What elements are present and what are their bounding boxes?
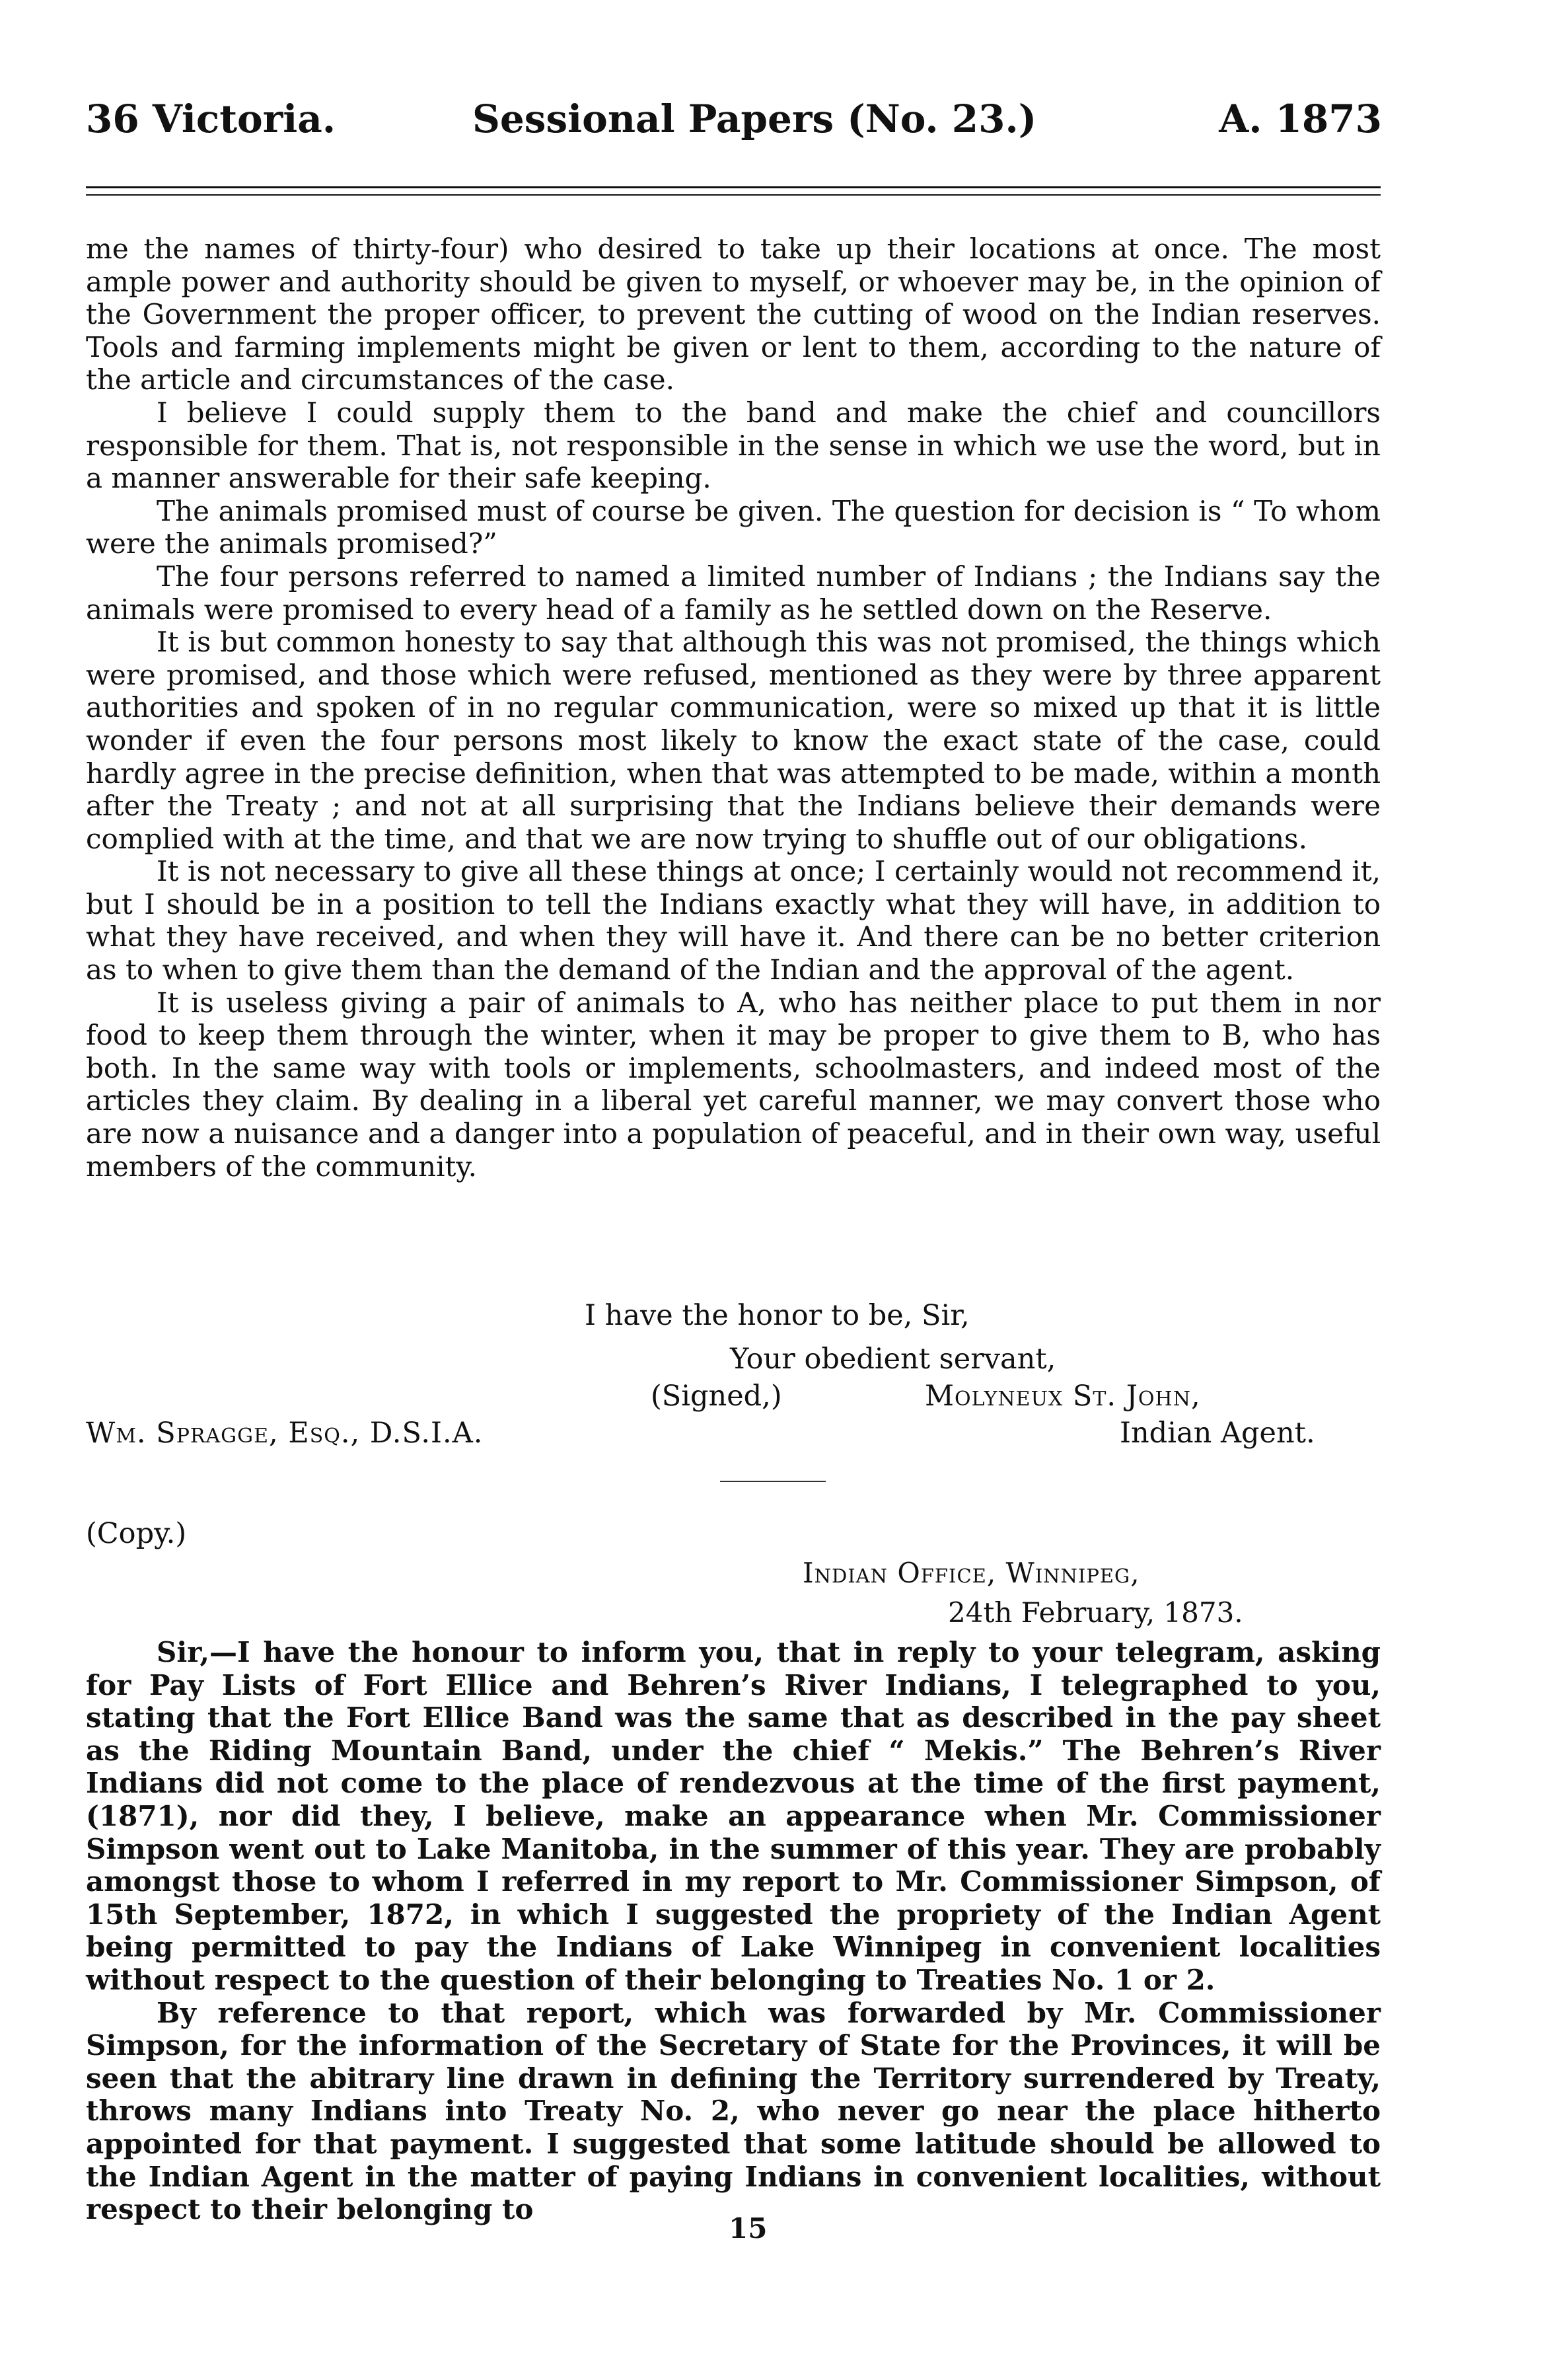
letter1-paragraph: The four persons referred to named a limited number of Indians ; the Indians say the animals were promised to every head of a family as he settled down on the Reserve. xyxy=(86,560,1381,626)
office-address: Indian Office, Winnipeg, xyxy=(803,1557,1140,1589)
signed-label: (Signed,) xyxy=(651,1380,782,1413)
letter1-paragraph: It is useless giving a pair of animals to A, who has neither place to put them in nor food to keep them through the winter, when it may be proper to give them to B, who has both. In the same way with tools or implements, schoolmasters, and indeed most of the articles they claim. By dealing in a liberal yet careful manner, we may convert those who are now a nuisance and a danger into a population of peaceful, and in their own way, useful members of the community. xyxy=(86,986,1381,1183)
letter2-paragraph: By reference to that report, which was forwarded by Mr. Commissioner Simpson, for the information of the Secretary of State for the Provinces, it will be seen that the abitrary line drawn in defining the Territory surrendered by Treaty, throws many Indians into Treaty No. 2, who never go near the place hitherto appointed for that payment. I suggested that some latitude should be allowed to the Indian Agent in the matter of paying Indians in convenient localities, without respect to their belonging to xyxy=(86,1996,1381,2226)
header-volume: 36 Victoria. xyxy=(86,96,336,141)
page-number: 15 xyxy=(729,2212,768,2245)
header-year: A. 1873 xyxy=(1219,96,1382,141)
letter1-paragraph: I believe I could supply them to the band and make the chief and councillors responsible for them. That is, not responsible in the sense in which we use the word, but in a manner answerable for their safe keeping. xyxy=(86,396,1381,495)
signer-title: Indian Agent. xyxy=(1120,1417,1315,1450)
closing-servant: Your obedient servant, xyxy=(730,1343,1056,1376)
letter1-paragraph: The animals promised must of course be given. The question for decision is “ To whom were the animals promised?” xyxy=(86,494,1381,560)
closing-line: I have the honor to be, Sir, xyxy=(585,1299,970,1332)
header-rule-top xyxy=(86,186,1381,188)
signer-name: Molyneux St. John, xyxy=(925,1380,1201,1413)
letter1-paragraph: me the names of thirty-four) who desired to take up their locations at once. The most ample power and authority should be given to myself, or whoever may be, in the opinion of the Government the proper officer, to prevent the cutting of wood on the Indian reserves. Tools and farming implements might be given or lent to them, according to the nature of the article and circumstances of the case. xyxy=(86,233,1381,396)
header-title: Sessional Papers (No. 23.) xyxy=(472,96,1037,141)
letter-date: 24th February, 1873. xyxy=(948,1596,1243,1629)
header-rule-bottom xyxy=(86,194,1381,196)
letter1-paragraph: It is not necessary to give all these things at once; I certainly would not recommend it, but I should be in a position to tell the Indians exactly what they will have, in addition to what they have received, and when they will have it. And there can be no better criterion as to when to give them than the demand of the Indian and the approval of the agent. xyxy=(86,855,1381,986)
letter2-paragraph: Sir,—I have the honour to inform you, that in reply to your telegram, asking for Pay Lists of Fort Ellice and Behren’s River Indians, I telegraphed to you, stating that the Fort Ellice Band was the same that as described in the pay sheet as the Riding Mountain Band, under the chief “ Mekis.” The Behren’s River Indians did not come to the place of rendezvous at the time of the first payment, (1871), nor did they, I believe, make an appearance when Mr. Commissioner Simpson went out to Lake Manitoba, in the summer of this year. They are probably amongst those to whom I referred in my report to Mr. Commissioner Simpson, of 15th September, 1872, in which I suggested the propriety of the Indian Agent being permitted to pay the Indians of Lake Winnipeg in convenient localities without respect to the question of their belonging to Treaties No. 1 or 2. xyxy=(86,1636,1381,1996)
letter1-body xyxy=(86,233,1381,1183)
copy-label: (Copy.) xyxy=(86,1517,187,1550)
addressee: Wm. Spragge, Esq., D.S.I.A. xyxy=(86,1417,484,1450)
section-separator xyxy=(720,1481,826,1482)
letter2-body xyxy=(86,1636,1381,2226)
letter1-paragraph: It is but common honesty to say that although this was not promised, the things which were promised, and those which were refused, mentioned as they were by three apparent authorities and spoken of in no regular communication, were so mixed up that it is little wonder if even the four persons most likely to know the exact state of the case, could hardly agree in the precise definition, when that was attempted to be made, within a month after the Treaty ; and not at all surprising that the Indians believe their demands were complied with at the time, and that we are now trying to shuffle out of our obligations. xyxy=(86,626,1381,855)
